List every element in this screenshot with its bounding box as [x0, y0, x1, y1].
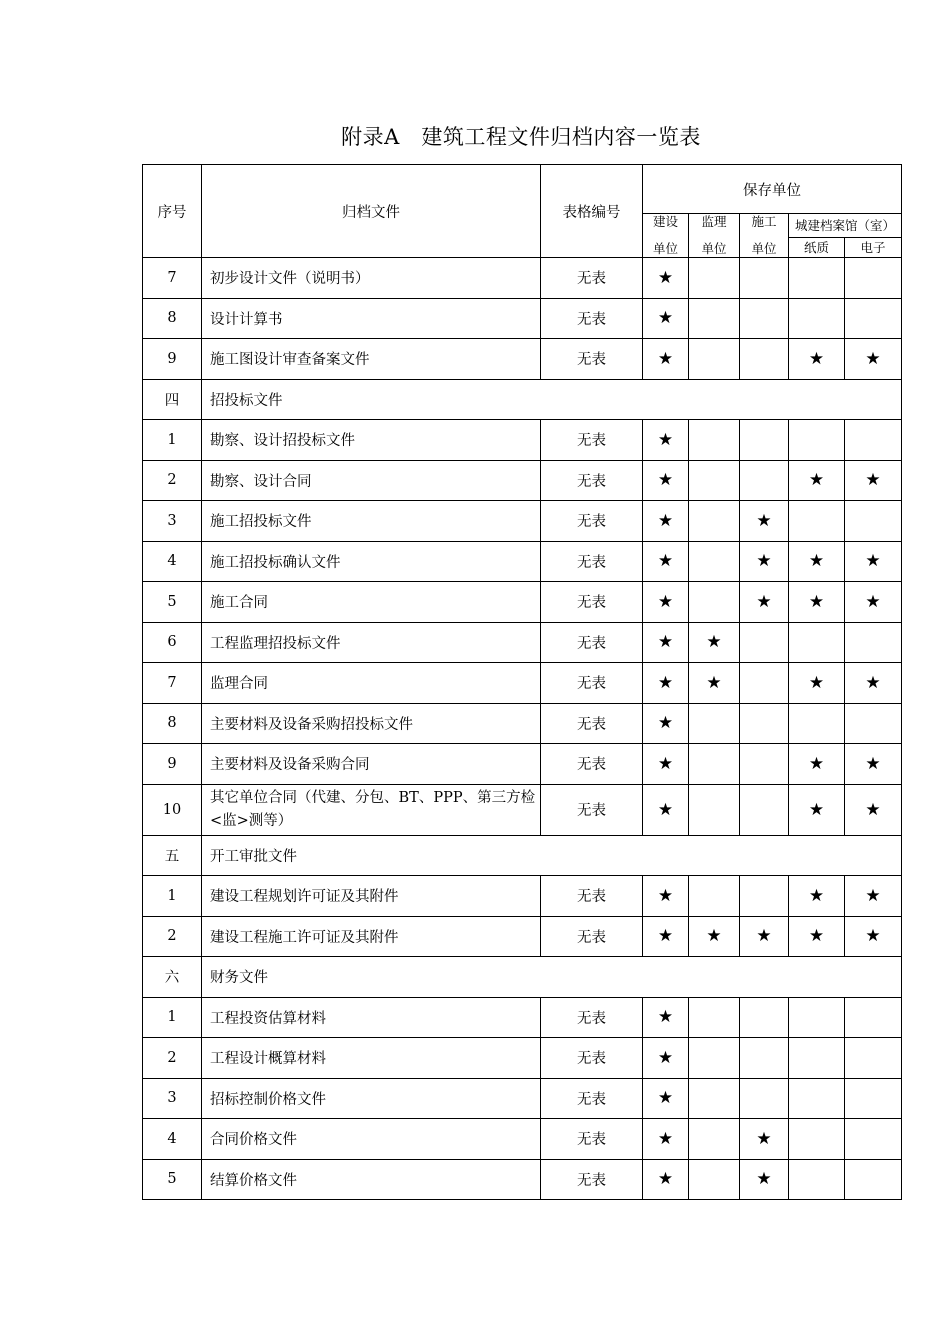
row-form: 无表 [541, 1159, 643, 1200]
mark-paper [789, 420, 845, 461]
star-icon: ★ [865, 885, 881, 906]
mark-electronic [845, 1078, 902, 1119]
star-icon: ★ [865, 926, 881, 947]
mark-supervise [689, 744, 740, 785]
star-icon: ★ [865, 348, 881, 369]
row-doc: 工程监理招投标文件 [202, 622, 541, 663]
mark-paper [789, 1078, 845, 1119]
star-icon: ★ [756, 1128, 772, 1149]
mark-electronic [845, 997, 902, 1038]
table-row [143, 622, 902, 663]
row-doc: 施工图设计审查备案文件 [202, 339, 541, 380]
mark-build [740, 258, 789, 299]
star-icon: ★ [657, 1007, 674, 1028]
header-construct [643, 214, 689, 258]
row-form: 无表 [541, 997, 643, 1038]
row-seq: 6 [143, 622, 202, 663]
star-icon: ★ [865, 470, 881, 491]
table-row [143, 420, 902, 461]
mark-build [740, 703, 789, 744]
mark-build [740, 784, 789, 835]
table-row [143, 1078, 902, 1119]
star-icon: ★ [808, 551, 825, 572]
star-icon: ★ [865, 753, 881, 774]
star-icon: ★ [657, 267, 674, 288]
header-build [740, 214, 789, 258]
row-doc: 建设工程施工许可证及其附件 [202, 916, 541, 957]
mark-paper [789, 501, 845, 542]
star-icon: ★ [706, 672, 722, 693]
mark-paper [789, 339, 845, 380]
row-form: 无表 [541, 876, 643, 917]
table-row [143, 298, 902, 339]
row-seq: 五 [143, 835, 202, 876]
star-icon: ★ [808, 348, 825, 369]
mark-build [740, 876, 789, 917]
mark-construct [643, 744, 689, 785]
mark-construct [643, 258, 689, 299]
mark-electronic [845, 501, 902, 542]
mark-supervise [689, 784, 740, 835]
star-icon: ★ [657, 885, 674, 906]
section-title: 开工审批文件 [202, 835, 902, 876]
mark-electronic [845, 876, 902, 917]
mark-construct [643, 663, 689, 704]
mark-electronic [845, 1159, 902, 1200]
header-supervise [689, 214, 740, 258]
mark-paper [789, 541, 845, 582]
star-icon: ★ [657, 1128, 674, 1149]
row-form: 无表 [541, 420, 643, 461]
row-seq: 4 [143, 541, 202, 582]
mark-electronic [845, 784, 902, 835]
mark-paper [789, 622, 845, 663]
row-doc: 施工招投标文件 [202, 501, 541, 542]
row-seq: 8 [143, 703, 202, 744]
row-doc: 工程设计概算材料 [202, 1038, 541, 1079]
mark-construct [643, 460, 689, 501]
row-seq: 1 [143, 420, 202, 461]
header-construct-line2: 单位 [652, 241, 678, 257]
mark-build [740, 997, 789, 1038]
mark-supervise [689, 663, 740, 704]
row-doc: 设计计算书 [202, 298, 541, 339]
row-form: 无表 [541, 460, 643, 501]
mark-build [740, 916, 789, 957]
mark-construct [643, 501, 689, 542]
star-icon: ★ [657, 429, 674, 450]
section-title: 招投标文件 [202, 379, 902, 420]
mark-build [740, 339, 789, 380]
mark-construct [643, 420, 689, 461]
mark-supervise [689, 298, 740, 339]
row-doc: 勘察、设计合同 [202, 460, 541, 501]
mark-construct [643, 541, 689, 582]
row-form: 无表 [541, 258, 643, 299]
star-icon: ★ [808, 591, 825, 612]
table-row [143, 744, 902, 785]
star-icon: ★ [657, 632, 674, 653]
row-form: 无表 [541, 1078, 643, 1119]
mark-supervise [689, 258, 740, 299]
mark-paper [789, 460, 845, 501]
row-doc: 施工合同 [202, 582, 541, 623]
row-doc: 勘察、设计招投标文件 [202, 420, 541, 461]
row-form: 无表 [541, 1038, 643, 1079]
row-form: 无表 [541, 339, 643, 380]
row-seq: 3 [143, 501, 202, 542]
row-seq: 10 [143, 784, 202, 835]
star-icon: ★ [657, 672, 674, 693]
mark-supervise [689, 916, 740, 957]
section-row [143, 379, 902, 420]
row-seq: 2 [143, 916, 202, 957]
star-icon: ★ [808, 753, 825, 774]
table-row [143, 1038, 902, 1079]
row-seq: 3 [143, 1078, 202, 1119]
table-row [143, 876, 902, 917]
mark-supervise [689, 541, 740, 582]
star-icon: ★ [657, 1088, 674, 1109]
table-row [143, 663, 902, 704]
row-form: 无表 [541, 703, 643, 744]
mark-electronic [845, 703, 902, 744]
star-icon: ★ [756, 1169, 772, 1190]
mark-construct [643, 1159, 689, 1200]
table-row [143, 997, 902, 1038]
mark-electronic [845, 460, 902, 501]
mark-paper [789, 1119, 845, 1160]
mark-electronic [845, 582, 902, 623]
mark-paper [789, 876, 845, 917]
star-icon: ★ [706, 632, 722, 653]
mark-electronic [845, 1119, 902, 1160]
star-icon: ★ [756, 926, 772, 947]
mark-supervise [689, 622, 740, 663]
star-icon: ★ [657, 799, 674, 820]
star-icon: ★ [756, 510, 772, 531]
row-doc: 建设工程规划许可证及其附件 [202, 876, 541, 917]
star-icon: ★ [865, 799, 881, 820]
mark-paper [789, 258, 845, 299]
header-construct-line1: 建设 [652, 213, 678, 229]
mark-build [740, 541, 789, 582]
mark-construct [643, 876, 689, 917]
mark-build [740, 1159, 789, 1200]
table-row [143, 501, 902, 542]
star-icon: ★ [865, 672, 881, 693]
mark-construct [643, 1078, 689, 1119]
mark-paper [789, 703, 845, 744]
mark-paper [789, 1038, 845, 1079]
table-row [143, 582, 902, 623]
mark-supervise [689, 703, 740, 744]
row-doc: 结算价格文件 [202, 1159, 541, 1200]
row-doc: 工程投资估算材料 [202, 997, 541, 1038]
star-icon: ★ [808, 926, 825, 947]
mark-electronic [845, 744, 902, 785]
mark-build [740, 622, 789, 663]
table-row [143, 1119, 902, 1160]
mark-paper [789, 916, 845, 957]
row-seq: 5 [143, 582, 202, 623]
star-icon: ★ [657, 470, 674, 491]
section-row [143, 957, 902, 998]
mark-electronic [845, 258, 902, 299]
mark-electronic [845, 298, 902, 339]
mark-electronic [845, 1038, 902, 1079]
mark-electronic [845, 420, 902, 461]
mark-construct [643, 1119, 689, 1160]
mark-paper [789, 744, 845, 785]
mark-construct [643, 784, 689, 835]
mark-supervise [689, 1038, 740, 1079]
mark-supervise [689, 1078, 740, 1119]
row-form: 无表 [541, 541, 643, 582]
table-row [143, 784, 902, 835]
mark-construct [643, 622, 689, 663]
row-seq: 2 [143, 460, 202, 501]
mark-supervise [689, 1159, 740, 1200]
row-form: 无表 [541, 622, 643, 663]
table-row [143, 258, 902, 299]
star-icon: ★ [657, 308, 674, 329]
header-keep: 保存单位 [643, 165, 902, 214]
row-form: 无表 [541, 501, 643, 542]
table-row [143, 339, 902, 380]
header-doc: 归档文件 [202, 165, 541, 258]
star-icon: ★ [657, 926, 674, 947]
star-icon: ★ [657, 753, 674, 774]
star-icon: ★ [808, 672, 825, 693]
mark-build [740, 582, 789, 623]
row-doc: 合同价格文件 [202, 1119, 541, 1160]
star-icon: ★ [657, 348, 674, 369]
row-form: 无表 [541, 298, 643, 339]
table-row [143, 541, 902, 582]
star-icon: ★ [865, 591, 881, 612]
star-icon: ★ [756, 551, 772, 572]
table-body [143, 258, 902, 1200]
star-icon: ★ [657, 510, 674, 531]
row-seq: 5 [143, 1159, 202, 1200]
mark-electronic [845, 663, 902, 704]
mark-build [740, 1119, 789, 1160]
mark-supervise [689, 997, 740, 1038]
mark-build [740, 460, 789, 501]
star-icon: ★ [808, 799, 825, 820]
mark-electronic [845, 622, 902, 663]
star-icon: ★ [808, 470, 825, 491]
row-seq: 9 [143, 744, 202, 785]
row-seq: 1 [143, 876, 202, 917]
row-doc: 主要材料及设备采购招投标文件 [202, 703, 541, 744]
star-icon: ★ [657, 1047, 674, 1068]
header-build-line2: 单位 [751, 241, 777, 257]
mark-supervise [689, 460, 740, 501]
star-icon: ★ [657, 713, 674, 734]
table-row [143, 1159, 902, 1200]
table-row [143, 703, 902, 744]
table-row [143, 916, 902, 957]
mark-supervise [689, 1119, 740, 1160]
mark-supervise [689, 501, 740, 542]
section-title: 财务文件 [202, 957, 902, 998]
mark-paper [789, 663, 845, 704]
mark-paper [789, 997, 845, 1038]
row-seq: 六 [143, 957, 202, 998]
row-doc: 监理合同 [202, 663, 541, 704]
mark-construct [643, 703, 689, 744]
table-header [143, 165, 902, 258]
row-seq: 2 [143, 1038, 202, 1079]
mark-supervise [689, 582, 740, 623]
header-electronic: 电子 [845, 238, 902, 258]
row-doc: 其它单位合同（代建、分包、BT、PPP、第三方检<监>测等） [202, 784, 541, 835]
star-icon: ★ [865, 551, 881, 572]
mark-construct [643, 339, 689, 380]
row-seq: 8 [143, 298, 202, 339]
row-doc: 初步设计文件（说明书） [202, 258, 541, 299]
star-icon: ★ [657, 551, 674, 572]
mark-electronic [845, 339, 902, 380]
row-form: 无表 [541, 784, 643, 835]
mark-paper [789, 1159, 845, 1200]
header-supervise-line1: 监理 [701, 213, 727, 229]
mark-build [740, 298, 789, 339]
mark-paper [789, 582, 845, 623]
row-seq: 7 [143, 663, 202, 704]
star-icon: ★ [808, 885, 825, 906]
row-form: 无表 [541, 1119, 643, 1160]
row-doc: 招标控制价格文件 [202, 1078, 541, 1119]
mark-build [740, 501, 789, 542]
mark-construct [643, 298, 689, 339]
row-seq: 9 [143, 339, 202, 380]
row-doc: 主要材料及设备采购合同 [202, 744, 541, 785]
mark-electronic [845, 916, 902, 957]
mark-paper [789, 298, 845, 339]
header-form: 表格编号 [541, 165, 643, 258]
row-form: 无表 [541, 582, 643, 623]
mark-supervise [689, 876, 740, 917]
mark-build [740, 744, 789, 785]
table-row [143, 460, 902, 501]
row-doc: 施工招投标确认文件 [202, 541, 541, 582]
mark-supervise [689, 420, 740, 461]
header-supervise-line2: 单位 [701, 241, 727, 257]
mark-paper [789, 784, 845, 835]
row-form: 无表 [541, 663, 643, 704]
star-icon: ★ [756, 591, 772, 612]
header-archive: 城建档案馆（室） [789, 214, 902, 238]
mark-build [740, 663, 789, 704]
header-seq: 序号 [143, 165, 202, 258]
row-form: 无表 [541, 744, 643, 785]
page-title: 附录A 建筑工程文件归档内容一览表 [341, 125, 701, 149]
mark-construct [643, 1038, 689, 1079]
section-row [143, 835, 902, 876]
archive-table [142, 164, 902, 1200]
row-form: 无表 [541, 916, 643, 957]
mark-build [740, 1038, 789, 1079]
mark-build [740, 420, 789, 461]
mark-construct [643, 997, 689, 1038]
star-icon: ★ [657, 1169, 674, 1190]
mark-supervise [689, 339, 740, 380]
mark-construct [643, 582, 689, 623]
mark-construct [643, 916, 689, 957]
row-seq: 4 [143, 1119, 202, 1160]
header-build-line1: 施工 [751, 213, 777, 229]
header-paper: 纸质 [789, 238, 845, 258]
mark-electronic [845, 541, 902, 582]
star-icon: ★ [657, 591, 674, 612]
star-icon: ★ [706, 926, 722, 947]
row-seq: 1 [143, 997, 202, 1038]
row-seq: 四 [143, 379, 202, 420]
row-seq: 7 [143, 258, 202, 299]
mark-build [740, 1078, 789, 1119]
